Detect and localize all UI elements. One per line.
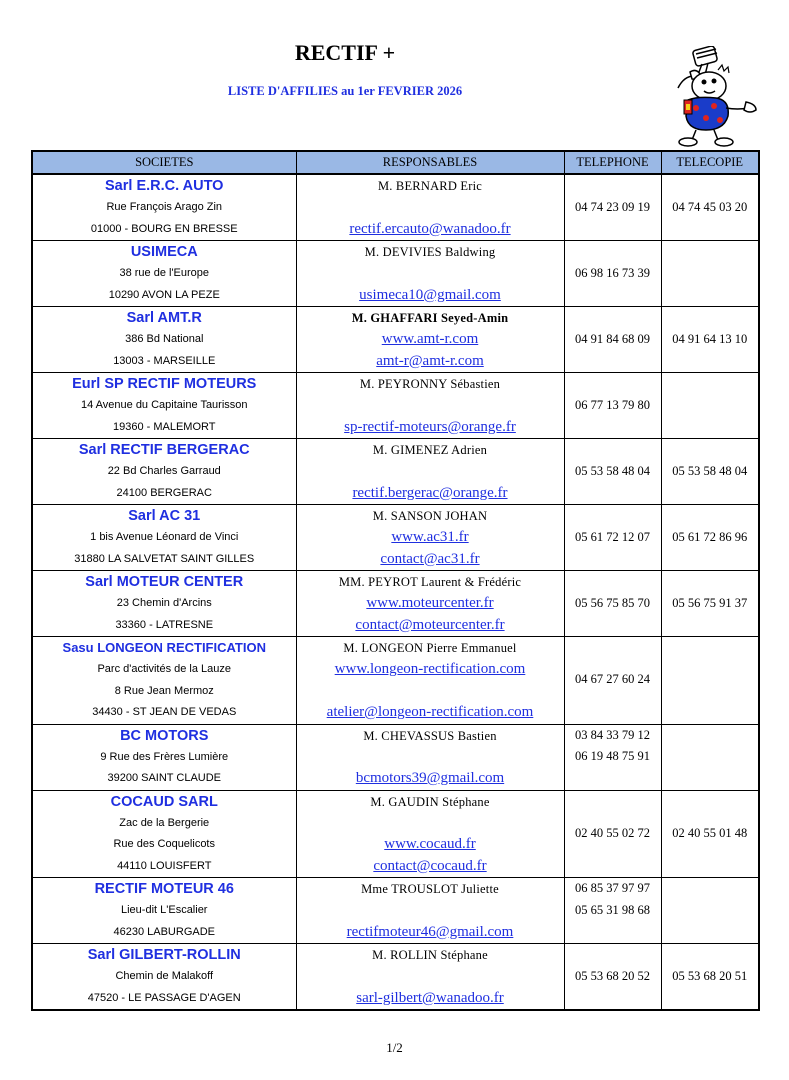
fax-wrapper <box>662 373 759 438</box>
phone-number: 04 67 27 60 24 <box>575 672 650 687</box>
phone-cell <box>564 637 661 725</box>
table-header-row <box>32 151 759 174</box>
phone-wrapper <box>565 571 661 636</box>
company-address-line: 19360 - MALEMORT <box>112 420 216 433</box>
company-name: COCAUD SARL <box>110 793 218 810</box>
phone-wrapper <box>565 175 661 240</box>
email-link[interactable]: rectif.ercauto@wanadoo.fr <box>349 220 511 237</box>
company-address-line: 38 rue de l'Europe <box>119 267 210 279</box>
fax-number: 04 74 45 03 20 <box>672 199 748 214</box>
company-address-line: 386 Bd National <box>125 333 204 345</box>
responsible-name: M. GIMENEZ Adrien <box>372 443 488 457</box>
company-address-line: 10290 AVON LA PEZE <box>108 288 220 301</box>
fax-number: 04 91 64 13 10 <box>672 331 748 346</box>
email-link[interactable]: atelier@longeon-rectification.com <box>326 704 534 720</box>
phone-wrapper <box>565 439 661 504</box>
spacer <box>297 747 564 769</box>
company-address-line: 31880 LA SALVETAT SAINT GILLES <box>74 552 255 565</box>
company-address-line: 24100 BERGERAC <box>116 486 212 499</box>
responsible-cell <box>296 439 564 505</box>
company-name: Sarl GILBERT-ROLLIN <box>87 947 241 963</box>
table-row <box>32 944 759 1011</box>
company-address-line: Chemin de Malakoff <box>115 970 214 982</box>
company-name: Sasu LONGEON RECTIFICATION <box>62 640 266 655</box>
responsible-name: M. ROLLIN Stéphane <box>372 948 488 962</box>
phone-number: 04 91 84 68 09 <box>575 331 650 346</box>
fax-number: 05 61 72 86 96 <box>672 529 748 544</box>
company-cell <box>32 571 296 637</box>
company-cell <box>32 944 296 1011</box>
phone-cell <box>564 944 661 1011</box>
email-link[interactable]: contact@cocaud.fr <box>373 857 487 874</box>
website-link[interactable]: www.amt-r.com <box>381 331 479 347</box>
spacer <box>297 197 564 219</box>
phone-wrapper <box>565 944 661 1009</box>
company-cell <box>32 439 296 505</box>
company-address-line: 33360 - LATRESNE <box>115 618 214 631</box>
responsible-name: M. PEYRONNY Sébastien <box>359 377 501 391</box>
fax-cell <box>661 637 759 725</box>
table-row <box>32 571 759 637</box>
company-cell <box>32 373 296 439</box>
phone-number: 05 61 72 12 07 <box>575 529 650 544</box>
website-link[interactable]: www.longeon-rectification.com <box>334 661 526 677</box>
fax-cell <box>661 241 759 307</box>
fax-cell <box>661 724 759 790</box>
responsible-name: M. LONGEON Pierre Emmanuel <box>343 641 517 655</box>
phone-cell <box>564 505 661 571</box>
phone-number: 02 40 55 02 72 <box>575 825 650 840</box>
company-cell <box>32 505 296 571</box>
phone-cell <box>564 439 661 505</box>
fax-cell <box>661 878 759 944</box>
phone-number: 05 56 75 85 70 <box>575 595 650 610</box>
responsible-name: M. CHEVASSUS Bastien <box>363 728 497 743</box>
responsible-name: M. GAUDIN Stéphane <box>370 794 490 809</box>
company-cell <box>32 724 296 790</box>
column-header-telecopie: TELECOPIE <box>661 151 759 174</box>
company-address-line: 8 Rue Jean Mermoz <box>114 684 214 697</box>
responsible-name: Mme TROUSLOT Juliette <box>361 882 499 896</box>
fax-wrapper <box>662 307 759 372</box>
phone-cell <box>564 241 661 307</box>
email-link[interactable]: amt-r@amt-r.com <box>376 352 484 369</box>
company-address-line: 46230 LABURGADE <box>113 925 215 938</box>
column-header-societes: SOCIETES <box>32 151 296 174</box>
fax-cell <box>661 373 759 439</box>
company-name: RECTIF MOTEUR 46 <box>94 881 234 897</box>
responsible-cell <box>296 307 564 373</box>
phone-cell <box>564 724 661 790</box>
responsible-cell <box>296 790 564 878</box>
website-link[interactable]: www.ac31.fr <box>391 529 469 545</box>
fax-wrapper <box>662 439 759 504</box>
responsible-cell <box>296 241 564 307</box>
company-name: Eurl SP RECTIF MOTEURS <box>72 376 257 392</box>
fax-cell <box>661 790 759 878</box>
company-name: BC MOTORS <box>120 727 209 744</box>
phone-cell <box>564 878 661 944</box>
fax-wrapper <box>662 175 759 240</box>
company-address-line: 39200 SAINT CLAUDE <box>107 772 222 784</box>
fax-wrapper <box>662 571 759 636</box>
company-cell <box>32 878 296 944</box>
phone-wrapper <box>565 505 661 570</box>
phone-wrapper <box>565 373 661 438</box>
spacer <box>297 395 564 417</box>
email-link[interactable]: contact@moteurcenter.fr <box>355 616 505 633</box>
phone-number: 05 53 58 48 04 <box>575 463 650 478</box>
fax-wrapper <box>662 944 759 1009</box>
company-cell <box>32 637 296 725</box>
table-row <box>32 439 759 505</box>
phone-cell <box>564 790 661 878</box>
phone-cell <box>564 307 661 373</box>
company-name: Sarl E.R.C. AUTO <box>105 178 224 194</box>
responsible-cell <box>296 637 564 725</box>
email-link[interactable]: sarl-gilbert@wanadoo.fr <box>356 989 504 1006</box>
company-cell <box>32 307 296 373</box>
phone-wrapper <box>565 637 661 723</box>
spacer <box>297 966 564 988</box>
affiliates-table <box>31 150 760 1011</box>
fax-cell <box>661 571 759 637</box>
email-link[interactable]: rectif.bergerac@orange.fr <box>352 484 508 501</box>
phone-number: 03 84 33 79 12 <box>575 727 650 742</box>
website-link[interactable]: www.moteurcenter.fr <box>366 595 494 611</box>
phone-number: 06 98 16 73 39 <box>575 265 650 280</box>
table-row <box>32 724 759 790</box>
fax-number: 05 53 58 48 04 <box>672 463 748 478</box>
company-address-line: Lieu-dit L'Escalier <box>121 904 208 916</box>
email-link[interactable]: rectifmoteur46@gmail.com <box>346 923 514 940</box>
fax-number <box>662 900 759 922</box>
responsible-cell <box>296 505 564 571</box>
table-row <box>32 637 759 725</box>
phone-wrapper <box>565 307 661 372</box>
table-row <box>32 307 759 373</box>
page-title: RECTIF + <box>294 40 396 65</box>
company-address-line: 13003 - MARSEILLE <box>113 354 216 367</box>
company-name: USIMECA <box>130 244 198 260</box>
fax-cell <box>661 174 759 241</box>
company-address-line: 1 bis Avenue Léonard de Vinci <box>90 531 239 543</box>
spacer <box>297 461 564 483</box>
page-number: 1/2 <box>386 1040 403 1055</box>
fax-wrapper <box>662 725 759 790</box>
company-name: Sarl AMT.R <box>126 310 202 326</box>
fax-number <box>662 669 759 691</box>
fax-cell <box>661 944 759 1011</box>
email-link[interactable]: sp-rectif-moteurs@orange.fr <box>344 418 516 435</box>
table-row <box>32 878 759 944</box>
company-address-line: 14 Avenue du Capitaine Taurisson <box>80 399 248 411</box>
fax-number: 05 56 75 91 37 <box>672 595 748 610</box>
fax-cell <box>661 307 759 373</box>
responsible-cell <box>296 878 564 944</box>
responsible-cell <box>296 724 564 790</box>
fax-wrapper <box>662 791 759 877</box>
phone-wrapper <box>565 791 661 877</box>
company-address-line: Rue François Arago Zin <box>106 201 223 213</box>
company-address-line: Parc d'activités de la Lauze <box>97 663 232 675</box>
column-header-responsables: RESPONSABLES <box>296 151 564 174</box>
company-name: Sarl RECTIF BERGERAC <box>78 442 250 458</box>
fax-number: 02 40 55 01 48 <box>672 825 748 840</box>
company-address-line: 9 Rue des Frères Lumière <box>100 750 229 763</box>
page-subtitle: LISTE D'AFFILIES au 1er FEVRIER 2026 <box>227 84 463 98</box>
spacer <box>297 681 564 703</box>
fax-cell <box>661 505 759 571</box>
responsible-cell <box>296 373 564 439</box>
phone-wrapper <box>565 878 661 943</box>
phone-number: 05 65 31 98 68 <box>575 902 650 917</box>
fax-wrapper <box>662 505 759 570</box>
table-row <box>32 174 759 241</box>
phone-wrapper <box>565 725 661 790</box>
piston-mascot-icon <box>654 46 760 148</box>
phone-number: 06 85 37 97 97 <box>575 881 650 895</box>
company-address-line: 23 Chemin d'Arcins <box>116 597 212 609</box>
phone-number: 05 53 68 20 52 <box>575 968 650 983</box>
fax-number: 05 53 68 20 51 <box>672 968 748 983</box>
spacer <box>297 263 564 285</box>
company-cell <box>32 790 296 878</box>
phone-cell <box>564 571 661 637</box>
company-address-line: Zac de la Bergerie <box>119 816 210 829</box>
responsible-name: M. GHAFFARI Seyed-Amin <box>351 311 509 325</box>
email-link[interactable]: usimeca10@gmail.com <box>359 286 501 303</box>
responsible-name: M. SANSON JOHAN <box>372 509 488 523</box>
responsible-name: M. DEVIVIES Baldwing <box>364 245 496 259</box>
phone-wrapper <box>565 241 661 306</box>
spacer <box>297 900 564 922</box>
company-address-line: 44110 LOUISFERT <box>117 859 212 872</box>
fax-number <box>662 395 759 417</box>
company-address-line: 01000 - BOURG EN BRESSE <box>90 222 238 235</box>
company-address-line: 47520 - LE PASSAGE D'AGEN <box>87 991 241 1004</box>
fax-number <box>662 746 759 768</box>
company-address-line: 34430 - ST JEAN DE VEDAS <box>92 706 237 718</box>
company-name: Sarl MOTEUR CENTER <box>85 574 244 590</box>
phone-cell <box>564 174 661 241</box>
website-link[interactable]: www.cocaud.fr <box>384 836 476 852</box>
spacer <box>297 813 564 835</box>
email-link[interactable]: bcmotors39@gmail.com <box>355 770 505 786</box>
table-row <box>32 241 759 307</box>
fax-cell <box>661 439 759 505</box>
phone-number: 04 74 23 09 19 <box>575 199 650 214</box>
responsible-name: M. BERNARD Eric <box>377 179 483 193</box>
phone-number: 06 19 48 75 91 <box>575 749 650 763</box>
responsible-cell <box>296 944 564 1011</box>
responsible-name: MM. PEYROT Laurent & Frédéric <box>338 575 522 589</box>
responsible-cell <box>296 571 564 637</box>
company-cell <box>32 241 296 307</box>
table-row <box>32 790 759 878</box>
company-cell <box>32 174 296 241</box>
table-row <box>32 373 759 439</box>
email-link[interactable]: contact@ac31.fr <box>380 550 480 567</box>
fax-wrapper <box>662 878 759 943</box>
company-address-line: Rue des Coquelicots <box>113 838 215 850</box>
phone-cell <box>564 373 661 439</box>
company-name: Sarl AC 31 <box>128 508 201 524</box>
responsible-cell <box>296 174 564 241</box>
fax-wrapper <box>662 241 759 306</box>
table-row <box>32 505 759 571</box>
fax-number <box>662 263 759 285</box>
column-header-telephone: TELEPHONE <box>564 151 661 174</box>
fax-wrapper <box>662 637 759 723</box>
company-address-line: 22 Bd Charles Garraud <box>107 465 221 477</box>
phone-number: 06 77 13 79 80 <box>575 397 650 412</box>
